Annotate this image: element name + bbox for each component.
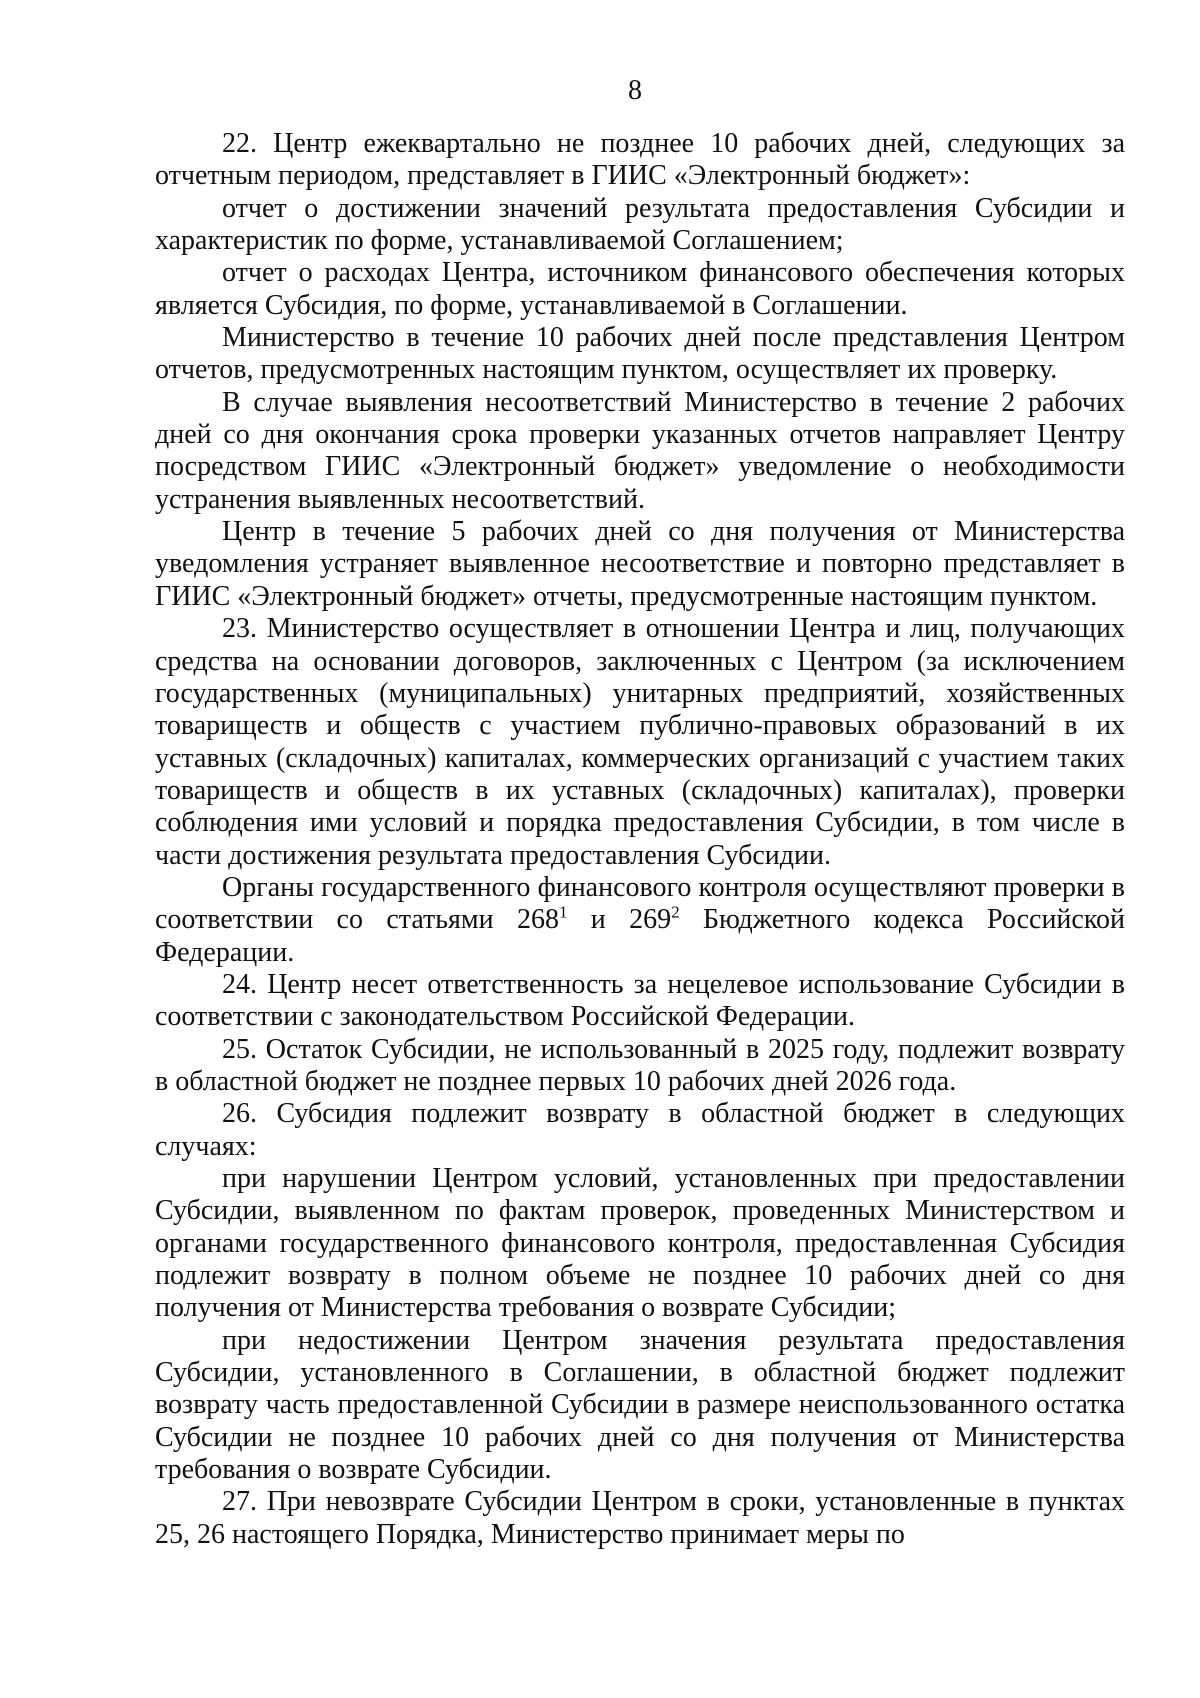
- paragraph-text: и 269: [567, 904, 672, 936]
- paragraph-24: 24. Центр несет ответственность за нецелевое использование Субсидии в соответствии с законодательством Российской Федерации.: [155, 968, 1125, 1033]
- paragraph-text: Органы государственного финансового контроля осуществляют проверки в соответствии со статьями 268: [155, 871, 1125, 936]
- superscript: 2: [671, 902, 680, 922]
- paragraph-25: 25. Остаток Субсидии, не использованный в 2025 году, подлежит возврату в областной бюджет не позднее первых 10 рабочих дней 2026 года.: [155, 1033, 1125, 1097]
- paragraph-26-violation: при нарушении Центром условий, установленных при предоставлении Субсидии, выявленном по фактам проверок, проведенных Министерством и органами государственного финансового контроля, предоставленная Субсидия подлежит возврату в полном объеме не позднее 10 рабочих дней со дня получения от Министерства требования о возврате Субсидии;: [155, 1163, 1125, 1324]
- paragraph-text: Бюджетного кодекса Российской Федерации.: [155, 904, 1126, 968]
- paragraph-26: 26. Субсидия подлежит возврату в областной бюджет в следующих случаях:: [155, 1098, 1125, 1162]
- paragraph-22-discrepancies: В случае выявления несоответствий Министерство в течение 2 рабочих дней со дня окончания срока проверки указанных отчетов направляет Центру посредством ГИИС «Электронный бюджет» уведомление о необходимости устранения выявленных несоответствий.: [155, 386, 1125, 515]
- paragraph-22: 22. Центр ежеквартально не позднее 10 рабочих дней, следующих за отчетным периодом, представляет в ГИИС «Электронный бюджет»:: [155, 128, 1125, 192]
- paragraph-22-report-results: отчет о достижении значений результата предоставления Субсидии и характеристик по форме, устанавливаемой Соглашением;: [155, 192, 1125, 257]
- paragraph-23: 23. Министерство осуществляет в отношении Центра и лиц, получающих средства на основании договоров, заключенных с Центром (за исключением государственных (муниципальных) унитарных предприятий, хозяйственных товариществ и обществ с участием публично-правовых образований в их уставных (складочных) капиталах, коммерческих организаций с участием таких товариществ и обществ в их уставных (складочных) капиталах), проверки соблюдения ими условий и порядка предоставления Субсидии, в том числе в части достижения результата предоставления Субсидии.: [155, 613, 1125, 871]
- paragraph-27: 27. При невозврате Субсидии Центром в сроки, установленные в пунктах 25, 26 настоящего Порядка, Министерство принимает меры по: [155, 1486, 1125, 1550]
- paragraph-23-financial-control: [155, 872, 1125, 969]
- document-body: [155, 128, 1125, 1551]
- paragraph-22-report-expenses: отчет о расходах Центра, источником финансового обеспечения которых является Субсидия, по форме, устанавливаемой в Соглашении.: [155, 257, 1125, 321]
- superscript: 1: [558, 902, 568, 922]
- paragraph-26-not-achieved: при недостижении Центром значения результата предоставления Субсидии, установленного в Соглашении, в областной бюджет подлежит возврату часть предоставленной Субсидии в размере неиспользованного остатка Субсидии не позднее 10 рабочих дней со дня получения от Министерства требования о возврате Субсидии.: [155, 1324, 1125, 1486]
- paragraph-22-ministry-check: Министерство в течение 10 рабочих дней после представления Центром отчетов, предусмотренных настоящим пунктом, осуществляет их проверку.: [155, 322, 1125, 386]
- paragraph-22-correction: Центр в течение 5 рабочих дней со дня получения от Министерства уведомления устраняет выявленное несоответствие и повторно представляет в ГИИС «Электронный бюджет» отчеты, предусмотренные настоящим пунктом.: [155, 516, 1125, 612]
- page-number: 8: [628, 75, 642, 106]
